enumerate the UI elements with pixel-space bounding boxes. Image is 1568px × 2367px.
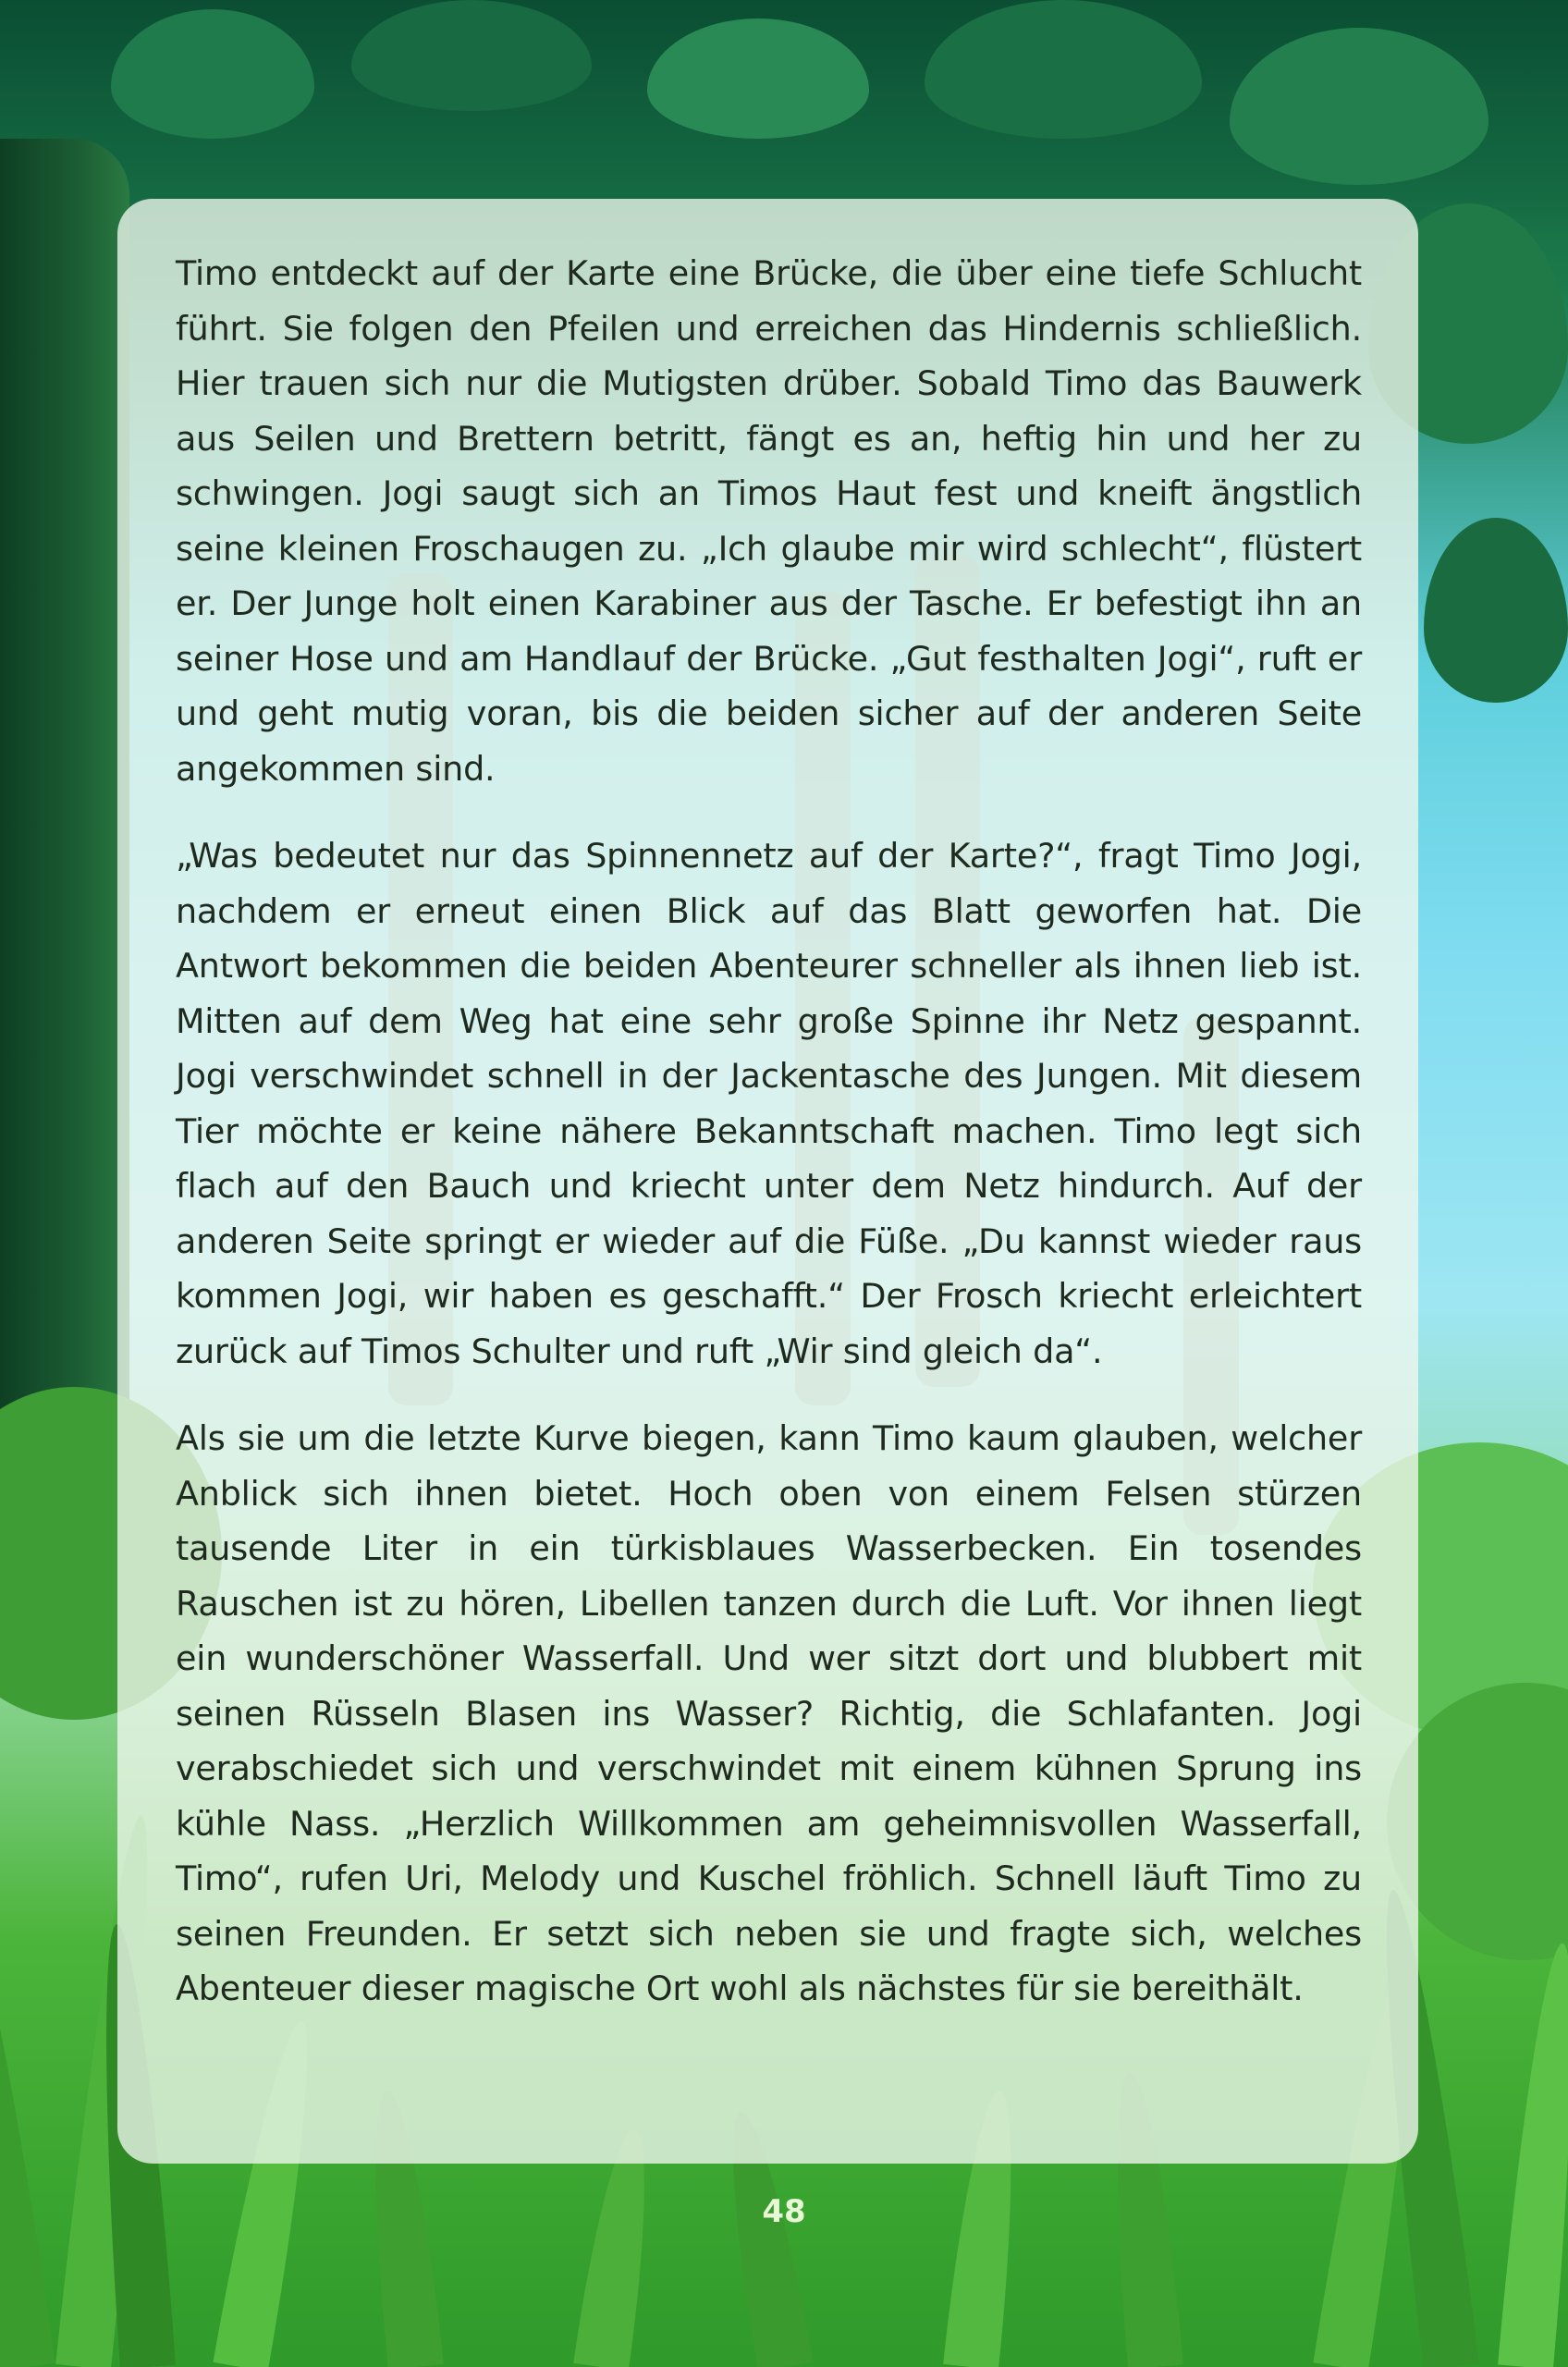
grass-blade — [1498, 1941, 1568, 2367]
story-paragraph: „Was bedeutet nur das Spinnennetz auf der Karte?“, fragt Timo Jogi, nachdem er erneut einen Blick auf das Blatt geworfen hat. Die Antwort bekommen die beiden Abenteurer schneller als ihnen lieb ist. Mitten auf dem Weg hat eine sehr große Spinne ihr Netz gespannt. Jogi verschwindet schnell in der Jackentasche des Jungen. Mit diesem Tier möchte er keine nähere Bekanntschaft machen. Timo legt sich flach auf den Bauch und kriecht unter dem Netz hindurch. Auf der anderen Seite springt er wieder auf die Füße. „Du kannst wieder raus kommen Jogi, wir haben es geschafft.“ Der Frosch kriecht erleichtert zurück auf Timos Schulter und ruft „Wir sind gleich da“. — [176, 836, 1362, 1371]
page-number: 48 — [762, 2193, 806, 2230]
canopy-leaf — [1424, 518, 1568, 703]
grass-blade — [0, 1887, 55, 2367]
story-paragraph: Als sie um die letzte Kurve biegen, kann Timo kaum glauben, welcher Anblick sich ihnen bietet. Hoch oben von einem Felsen stürzen tausende Liter in ein türkisblaues Wasserbecken. Ein tosendes Rauschen ist zu hören, Libellen tanzen durch die Luft. Vor ihnen liegt ein wunderschöner Wasserfall. Und wer sitzt dort und blubbert mit seinen Rüsseln Blasen ins Wasser? Richtig, die Schlafanten. Jogi verabschiedet sich und verschwindet mit einem kühnen Sprung ins kühle Nass. „Herzlich Willkommen am geheimnisvollen Wasserfall, Timo“, rufen Uri, Melody und Kuschel fröhlich. Schnell läuft Timo zu seinen Freunden. Er setzt sich neben sie und fragte sich, welches Abenteuer dieser magische Ort wohl als nächstes für sie bereithält. — [176, 1418, 1362, 2008]
tree-trunk — [0, 139, 129, 1479]
story-paragraph: Timo entdeckt auf der Karte eine Brücke, die über eine tiefe Schlucht führt. Sie folgen den Pfeilen und erreichen das Hindernis schließlich. Hier trauen sich nur die Mutigsten drüber. Sobald Timo das Bauwerk aus Seilen und Brettern betritt, fängt es an, heftig hin und her zu schwingen. Jogi saugt sich an Timos Haut fest und kneift ängstlich seine kleinen Froschaugen zu. „Ich glaube mir wird schlecht“, flüstert er. Der Junge holt einen Karabiner aus der Tasche. Er befestigt ihn an seiner Hose und am Handlauf der Brücke. „Gut festhalten Jogi“, ruft er und geht mutig voran, bis die beiden sicher auf der anderen Seite angekommen sind. — [176, 253, 1362, 789]
story-text — [176, 246, 1362, 2049]
